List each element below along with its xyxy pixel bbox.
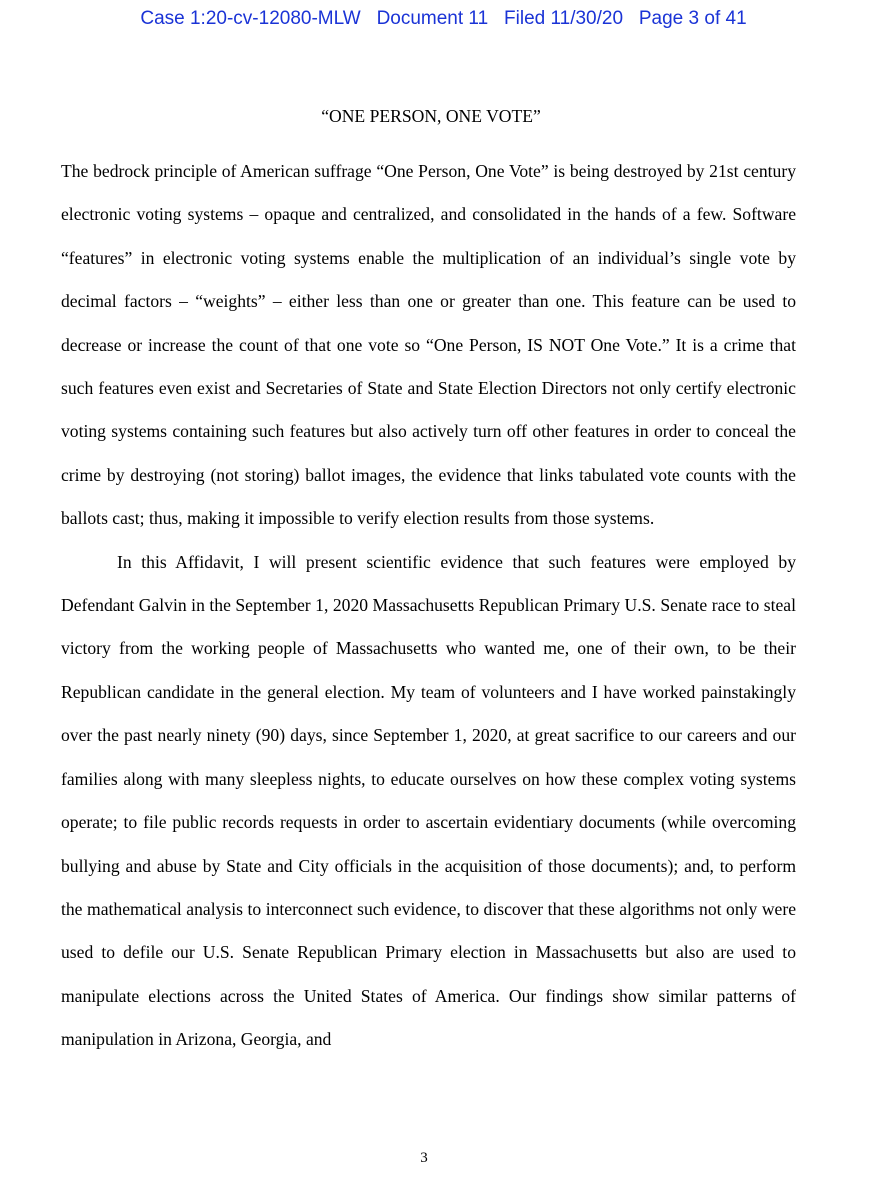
page-number: 3: [420, 1150, 428, 1166]
case-number: Case 1:20-cv-12080-MLW: [140, 8, 361, 29]
paragraph-1: The bedrock principle of American suffrage “One Person, One Vote” is being destroyed by 21st century electronic voting systems – opaque and centralized, and consolidated in the hands of a few. Software “features” in electronic voting systems enable the multiplication of an individual’s single vote by decimal factors – “weights” – either less than one or greater than one. This feature can be used to decrease or increase the count of that one vote so “One Person, IS NOT One Vote.” It is a crime that such features even exist and Secretaries of State and State Election Directors not only certify electronic voting systems containing such features but also actively turn off other features in order to conceal the crime by destroying (not storing) ballot images, the evidence that links tabulated vote counts with the ballots cast; thus, making it impossible to verify election results from those systems.: [61, 161, 796, 529]
page-of-total: Page 3 of 41: [638, 8, 747, 29]
section-title: “ONE PERSON, ONE VOTE”: [321, 106, 541, 126]
document-body: [61, 150, 796, 1062]
paragraph-2: In this Affidavit, I will present scientific evidence that such features were employed by Defendant Galvin in the September 1, 2020 Massachusetts Republican Primary U.S. Senate race to steal victory from the working people of Massachusetts who wanted me, one of their own, to be their Republican candidate in the general election. My team of volunteers and I have worked painstakingly over the past nearly ninety (90) days, since September 1, 2020, at great sacrifice to our careers and our families along with many sleepless nights, to educate ourselves on how these complex voting systems operate; to file public records requests in order to ascertain evidentiary documents (while overcoming bullying and abuse by State and City officials in the acquisition of those documents); and, to perform the mathematical analysis to interconnect such evidence, to discover that these algorithms not only were used to defile our U.S. Senate Republican Primary election in Massachusetts but also are used to manipulate elections across the United States of America. Our findings show similar patterns of manipulation in Arizona, Georgia, and: [61, 551, 796, 1050]
document-number: Document 11: [376, 8, 489, 29]
case-header: [0, 8, 887, 30]
filed-date: Filed 11/30/20: [504, 8, 624, 29]
